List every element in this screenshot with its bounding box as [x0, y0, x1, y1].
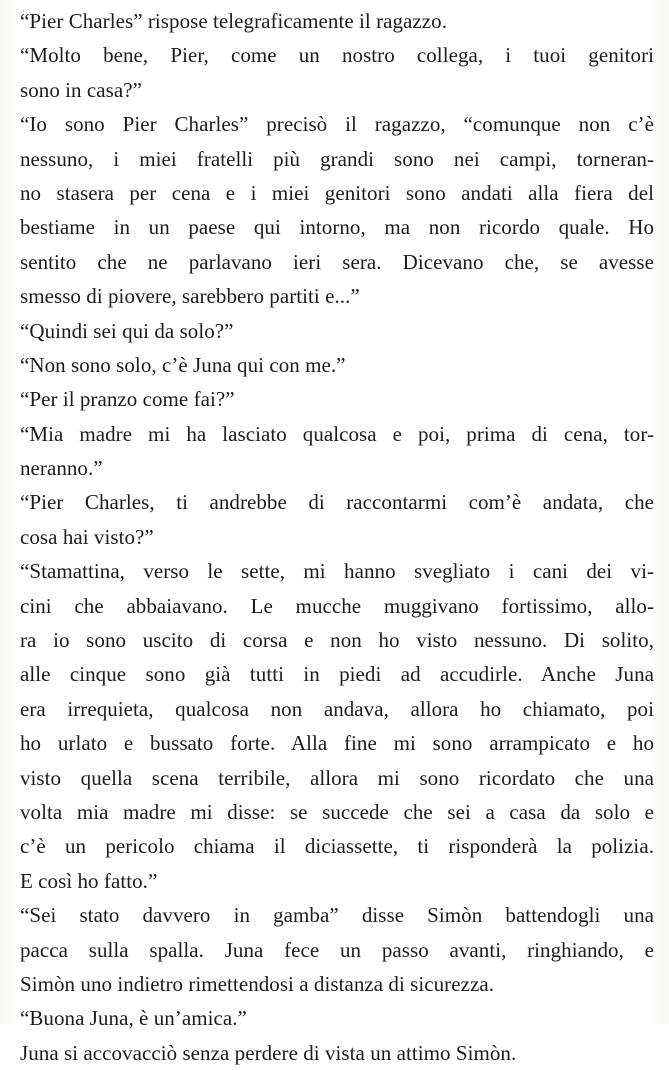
body-text — [20, 4, 654, 1070]
text-line: Simòn uno indietro rimettendosi a distanza di sicurezza. — [20, 971, 495, 996]
text-line: “Pier Charles, ti andrebbe di raccontarmi com’è andata, che — [20, 490, 654, 515]
text-line: “Io sono Pier Charles” precisò il ragazzo, “comunque non c’è — [20, 112, 654, 137]
text-line: “Mia madre mi ha lasciato qualcosa e poi, prima di cena, tor- — [20, 421, 654, 446]
text-line: ho urlato e bussato forte. Alla fine mi sono arrampicato e ho — [20, 731, 654, 756]
text-line: cosa hai visto?” — [20, 524, 154, 549]
text-line: ra io sono uscito di corsa e non ho visto nessuno. Di solito, — [20, 628, 654, 653]
text-line: “Molto bene, Pier, come un nostro collega, i tuoi genitori — [20, 43, 654, 68]
text-line: pacca sulla spalla. Juna fece un passo avanti, ringhiando, e — [20, 937, 654, 962]
text-line: era irrequieta, qualcosa non andava, allora ho chiamato, poi — [20, 696, 654, 721]
text-line: “Non sono solo, c’è Juna qui con me.” — [20, 352, 346, 377]
text-line: E così ho fatto.” — [20, 868, 158, 893]
text-line: Juna si accovacciò senza perdere di vista un attimo Simòn. — [20, 1040, 517, 1065]
text-line: c’è un pericolo chiama il diciassette, ti risponderà la polizia. — [20, 834, 654, 859]
text-line: sentito che ne parlavano ieri sera. Dicevano che, se avesse — [20, 249, 654, 274]
text-line: sono in casa?” — [20, 77, 142, 102]
text-line: no stasera per cena e i miei genitori sono andati alla fiera del — [20, 180, 654, 205]
text-line: smesso di piovere, sarebbero partiti e...” — [20, 284, 360, 309]
text-line: cini che abbaiavano. Le mucche muggivano fortissimo, allo- — [20, 593, 654, 618]
text-line: bestiame in un paese qui intorno, ma non ricordo quale. Ho — [20, 215, 654, 240]
text-line: nessuno, i miei fratelli più grandi sono nei campi, torneran- — [20, 146, 654, 171]
text-line: “Quindi sei qui da solo?” — [20, 318, 234, 343]
text-line: alle cinque sono già tutti in piedi ad accudirle. Anche Juna — [20, 662, 654, 687]
text-line: visto quella scena terribile, allora mi sono ricordato che una — [20, 765, 654, 790]
text-line: “Per il pranzo come fai?” — [20, 387, 235, 412]
text-line: “Stamattina, verso le sette, mi hanno svegliato i cani dei vi- — [20, 559, 654, 584]
text-line: neranno.” — [20, 456, 103, 481]
text-line: “Pier Charles” rispose telegraficamente il ragazzo. — [20, 9, 448, 33]
text-line: “Buona Juna, è un’amica.” — [20, 1006, 247, 1031]
text-line: “Sei stato davvero in gamba” disse Simòn battendogli una — [20, 903, 654, 928]
text-line: volta mia madre mi disse: se succede che sei a casa da solo e — [20, 799, 654, 824]
